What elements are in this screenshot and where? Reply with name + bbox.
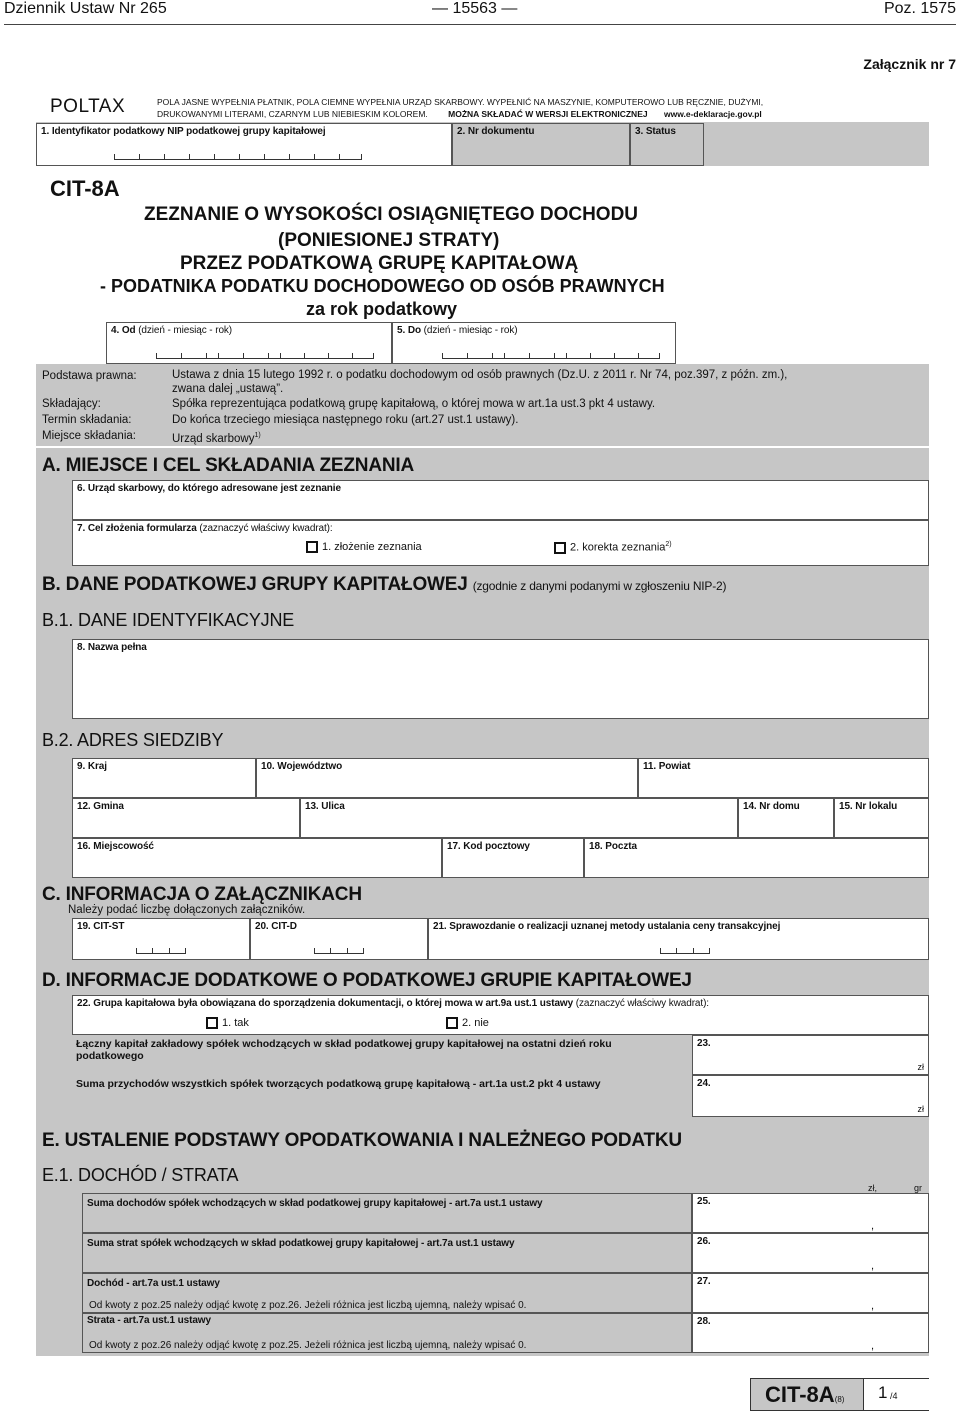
period-from-hint: (dzień - miesiąc - rok) xyxy=(138,325,233,336)
house-number-label: 14. Nr domu xyxy=(743,801,800,812)
row-25-label-cell xyxy=(82,1193,692,1233)
fill-notice-line2 xyxy=(157,109,762,119)
nip-label: 1. Identyfikator podatkowy NIP podatkowej grupy kapitałowej xyxy=(41,126,326,137)
section-b2-title: B.2. ADRES SIEDZIBY xyxy=(42,730,224,750)
field-27-number: 27. xyxy=(697,1276,711,1287)
fill-notice-line1: POLA JASNE WYPEŁNIA PŁATNIK, POLA CIEMNE WYPEŁNIA URZĄD SKARBOWY. WYPEŁNIĆ NA MASZYNIE, KOMPUTEROWO LUB RĘCZNIE, DUŻYMI, xyxy=(157,97,764,107)
option-filing-label: 1. złożenie zeznania xyxy=(322,541,422,553)
journal-page-number: — 15563 — xyxy=(432,0,518,17)
form-title-line4: - PODATNIKA PODATKU DOCHODOWEGO OD OSÓB PRAWNYCH xyxy=(100,276,665,296)
legal-basis-text: Ustawa z dnia 15 lutego 1992 r. o podatku dochodowym od osób prawnych (Dz.U. z 2011 r. Nr 74, poz.397, z późn. zm.), xyxy=(172,369,788,381)
currency-unit: zł xyxy=(917,1062,924,1072)
field-23-number: 23. xyxy=(697,1038,711,1049)
option-correction-label: 2. korekta zeznania xyxy=(570,541,666,554)
section-e1-title: E.1. DOCHÓD / STRATA xyxy=(42,1165,239,1185)
share-capital-field[interactable] xyxy=(692,1035,929,1075)
field-24-number: 24. xyxy=(697,1078,711,1089)
post-office-label: 18. Poczta xyxy=(589,841,637,852)
row-27-label-cell xyxy=(82,1273,692,1313)
legal-values xyxy=(172,368,787,447)
cit-st-label: 19. CIT-ST xyxy=(77,921,125,932)
purpose-label: 7. Cel złożenia formularza xyxy=(77,523,197,534)
full-name-field[interactable] xyxy=(72,639,929,719)
period-from-ticks xyxy=(156,352,374,359)
income-sum-field[interactable] xyxy=(692,1193,929,1233)
section-b1-title: B.1. DANE IDENTYFIKACYJNE xyxy=(42,610,295,630)
checkbox[interactable] xyxy=(306,541,318,553)
option-filing[interactable] xyxy=(306,541,422,553)
documentation-obligation-hint: (zaznaczyć właściwy kwadrat): xyxy=(575,998,709,1009)
full-name-label: 8. Nazwa pełna xyxy=(77,642,147,653)
field-25-number: 25. xyxy=(697,1196,711,1207)
form-title-line3: PRZEZ PODATKOWĄ GRUPĘ KAPITAŁOWĄ xyxy=(180,253,579,274)
footer-page-number: 1 xyxy=(878,1383,888,1402)
country-label: 9. Kraj xyxy=(77,761,107,772)
period-to-hint: (dzień - miesiąc - rok) xyxy=(423,325,518,336)
house-number-field[interactable] xyxy=(738,798,834,838)
deadline-label: Termin składania: xyxy=(42,414,132,426)
city-label: 16. Miejscowość xyxy=(77,841,154,852)
decimal-comma: , xyxy=(871,1220,875,1232)
share-capital-text2: podatkowego xyxy=(76,1050,144,1062)
tax-office-field[interactable] xyxy=(72,480,929,520)
income-label: Dochód - art.7a ust.1 ustawy xyxy=(87,1278,220,1289)
option-correction[interactable] xyxy=(554,541,672,554)
option-yes-label: 1. tak xyxy=(222,1017,249,1029)
period-from-label: 4. Od xyxy=(111,325,136,336)
share-capital-label xyxy=(76,1038,686,1062)
share-capital-text: Łączny kapitał zakładowy spółek wchodzących w skład podatkowej grupy kapitałowej na ostatni dzień roku xyxy=(76,1038,612,1050)
loss-label: Strata - art.7a ust.1 ustawy xyxy=(87,1315,211,1326)
section-c-hint: Należy podać liczbę dołączonych załączników. xyxy=(68,904,306,916)
form-title-line1: ZEZNANIE O WYSOKOŚCI OSIĄGNIĘTEGO DOCHODU xyxy=(144,204,639,225)
footnote-1-marker: 1) xyxy=(254,432,261,439)
voivodeship-field[interactable] xyxy=(256,758,638,798)
currency-unit: zł xyxy=(917,1104,924,1114)
tax-office-label: 6. Urząd skarbowy, do którego adresowane jest zeznanie xyxy=(77,483,341,494)
deadline-text: Do końca trzeciego miesiąca następnego roku (art.27 ust.1 ustawy). xyxy=(172,414,519,426)
total-revenue-label: Suma przychodów wszystkich spółek tworzących podatkową grupę kapitałową - art.1a ust.2 pkt 4 ustawy xyxy=(76,1078,601,1090)
city-field[interactable] xyxy=(72,838,442,878)
country-field[interactable] xyxy=(72,758,256,798)
form-title-line2: (PONIESIONEJ STRATY) xyxy=(278,230,500,251)
checkbox[interactable] xyxy=(446,1017,458,1029)
field-26-number: 26. xyxy=(697,1236,711,1247)
decimal-comma: , xyxy=(871,1340,875,1352)
section-a-title: A. MIEJSCE I CEL SKŁADANIA ZEZNANIA xyxy=(42,455,414,476)
period-to-ticks xyxy=(442,352,660,359)
period-to-label: 5. Do xyxy=(397,325,421,336)
voivodeship-label: 10. Województwo xyxy=(261,761,343,772)
field-28-number: 28. xyxy=(697,1316,711,1327)
documentation-obligation-label: 22. Grupa kapitałowa była obowiązana do sporządzenia dokumentacji, o której mowa w art.9a ust.1 ustawy xyxy=(77,998,574,1009)
total-revenue-field[interactable] xyxy=(692,1075,929,1117)
income-sum-label: Suma dochodów spółek wchodzących w skład podatkowej grupy kapitałowej - art.7a ust.1 ustawy xyxy=(87,1198,543,1209)
postal-code-field[interactable] xyxy=(442,838,584,878)
document-number-label: 2. Nr dokumentu xyxy=(457,126,535,137)
street-field[interactable] xyxy=(300,798,738,838)
decimal-comma: , xyxy=(871,1300,875,1312)
loss-sum-field[interactable] xyxy=(692,1233,929,1273)
legal-basis-text2: zwana dalej „ustawą”. xyxy=(172,383,284,395)
section-d-title: D. INFORMACJE DODATKOWE O PODATKOWEJ GRUPIE KAPITAŁOWEJ xyxy=(42,970,692,991)
decimal-comma: , xyxy=(871,1260,875,1272)
efiling-url[interactable]: www.e-deklaracje.gov.pl xyxy=(663,109,762,119)
section-b-title xyxy=(42,574,726,596)
fill-notice-text: DRUKOWANYMI LITERAMI, CZARNYM LUB NIEBIESKIM KOLOREM. xyxy=(157,109,428,119)
section-e-title: E. USTALENIE PODSTAWY OPODATKOWANIA I NALEŻNEGO PODATKU xyxy=(42,1130,682,1151)
post-office-field[interactable] xyxy=(584,838,929,878)
checkbox[interactable] xyxy=(554,542,566,554)
option-no-label: 2. nie xyxy=(462,1017,489,1029)
footer-version: (8) xyxy=(834,1395,845,1404)
documentation-obligation-field xyxy=(72,995,929,1035)
annex-label: Załącznik nr 7 xyxy=(863,56,956,72)
municipality-label: 12. Gmina xyxy=(77,801,124,812)
efiling-notice: MOŻNA SKŁADAĆ W WERSJI ELEKTRONICZNEJ xyxy=(448,109,648,119)
status-field xyxy=(630,123,704,166)
income-note: Od kwoty z poz.25 należy odjąć kwotę z poz.26. Jeżeli różnica jest liczbą ujemną, należy wpisać 0. xyxy=(89,1300,527,1311)
section-c-title: C. INFORMACJA O ZAŁĄCZNIKACH xyxy=(42,884,362,905)
footer-form-code xyxy=(765,1382,844,1408)
place-label: Miejsce składania: xyxy=(42,430,136,442)
county-field[interactable] xyxy=(638,758,929,798)
county-label: 11. Powiat xyxy=(643,761,691,772)
apartment-number-field[interactable] xyxy=(834,798,929,838)
section-b-hint: (zgodnie z danymi podanymi w zgłoszeniu NIP-2) xyxy=(472,579,727,593)
footnote-2-marker: 2) xyxy=(665,541,672,548)
legal-labels xyxy=(42,368,137,444)
poltax-logo: POLTAX xyxy=(50,96,126,117)
municipality-field[interactable] xyxy=(72,798,300,838)
income-field[interactable] xyxy=(692,1273,929,1313)
row-28-label-cell xyxy=(82,1313,692,1353)
loss-field[interactable] xyxy=(692,1313,929,1353)
footer-page-box xyxy=(863,1379,930,1410)
row-26-label-cell xyxy=(82,1233,692,1273)
apartment-number-label: 15. Nr lokalu xyxy=(839,801,898,812)
cit-d-ticks xyxy=(314,947,364,954)
form-title-line5: za rok podatkowy xyxy=(306,299,458,319)
document-number-field xyxy=(452,123,630,166)
footer-page-total: /4 xyxy=(890,1391,898,1401)
purpose-field xyxy=(72,520,929,566)
journal-title: Dziennik Ustaw Nr 265 xyxy=(4,0,167,17)
loss-sum-label: Suma strat spółek wchodzących w skład podatkowej grupy kapitałowej - art.7a ust.1 ustawy xyxy=(87,1238,515,1249)
loss-note: Od kwoty z poz.26 należy odjąć kwotę z poz.25. Jeżeli różnica jest liczbą ujemną, należy wpisać 0. xyxy=(89,1340,527,1351)
column-gr: gr xyxy=(914,1183,923,1193)
place-value: Urząd skarbowy xyxy=(172,432,255,445)
option-yes[interactable] xyxy=(206,1017,249,1029)
street-label: 13. Ulica xyxy=(305,801,345,812)
cit-st-ticks xyxy=(136,947,186,954)
legal-basis-label: Podstawa prawna: xyxy=(42,370,137,382)
option-no[interactable] xyxy=(446,1017,489,1029)
journal-position: Poz. 1575 xyxy=(883,0,956,17)
submitter-label: Składający: xyxy=(42,398,101,410)
footer-code-text: CIT-8A xyxy=(765,1382,835,1407)
checkbox[interactable] xyxy=(206,1017,218,1029)
status-label: 3. Status xyxy=(635,126,676,137)
transfer-pricing-ticks xyxy=(660,947,710,954)
column-zl: zł, xyxy=(868,1183,877,1193)
cit-d-label: 20. CIT-D xyxy=(255,921,297,932)
header-rule xyxy=(4,24,956,25)
form-code: CIT-8A xyxy=(50,176,120,201)
purpose-hint: (zaznaczyć właściwy kwadrat): xyxy=(199,523,333,534)
submitter-text: Spółka reprezentująca podatkową grupę kapitałową, o której mowa w art.1a ust.3 pkt 4 ustawy. xyxy=(172,398,656,410)
postal-code-label: 17. Kod pocztowy xyxy=(447,841,530,852)
transfer-pricing-report-label: 21. Sprawozdanie o realizacji uznanej metody ustalania ceny transakcyjnej xyxy=(433,921,781,932)
place-text xyxy=(172,428,787,447)
nip-tick-boxes xyxy=(114,153,362,160)
form-footer-badge xyxy=(750,1378,929,1411)
section-b-title-text: B. DANE PODATKOWEJ GRUPY KAPITAŁOWEJ xyxy=(42,574,468,595)
